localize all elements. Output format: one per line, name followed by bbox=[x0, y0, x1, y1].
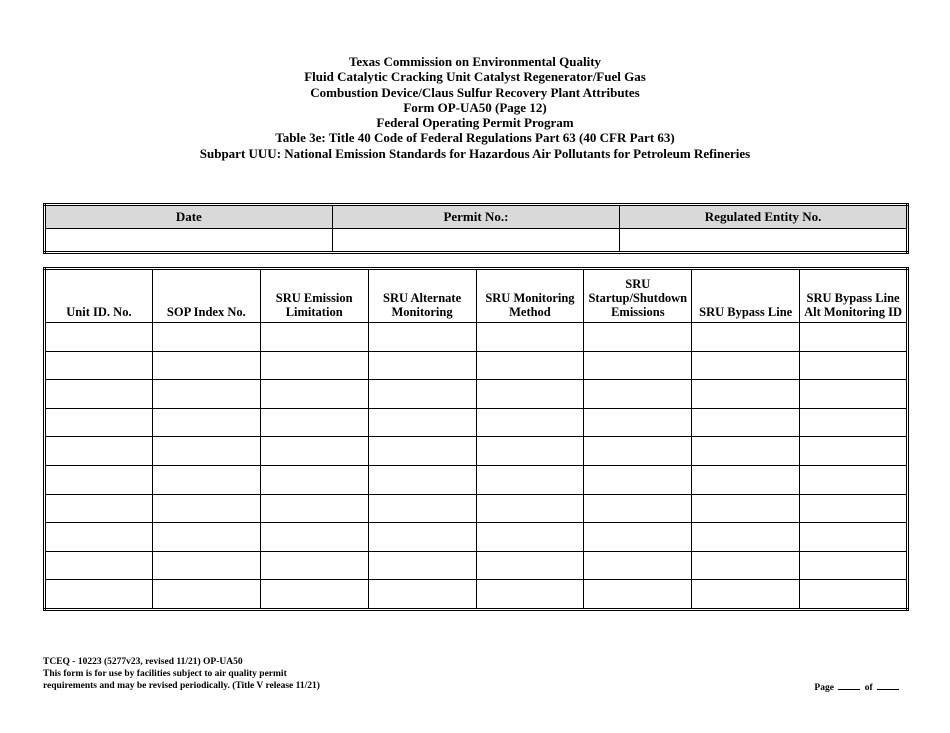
table-cell[interactable] bbox=[152, 380, 260, 409]
table-cell[interactable] bbox=[45, 408, 153, 437]
table-cell[interactable] bbox=[800, 551, 908, 580]
form-footer-notes bbox=[43, 656, 320, 692]
table-cell[interactable] bbox=[692, 351, 800, 380]
table-row bbox=[45, 323, 908, 352]
table-cell[interactable] bbox=[368, 580, 476, 610]
table-cell[interactable] bbox=[800, 465, 908, 494]
column-header-line: Method bbox=[509, 305, 551, 319]
table-cell[interactable] bbox=[584, 380, 692, 409]
footer-note-line-1: This form is for use by facilities subject to air quality permit bbox=[43, 669, 287, 679]
table-row bbox=[45, 551, 908, 580]
table-row bbox=[45, 580, 908, 610]
table-cell[interactable] bbox=[368, 380, 476, 409]
table-cell[interactable] bbox=[476, 351, 584, 380]
column-header-line: SOP Index No. bbox=[166, 305, 246, 319]
column-header-line: SRU Alternate bbox=[383, 291, 462, 305]
table-cell[interactable] bbox=[692, 580, 800, 610]
table-cell[interactable] bbox=[692, 465, 800, 494]
table-row bbox=[45, 437, 908, 466]
table-cell[interactable] bbox=[800, 351, 908, 380]
table-cell[interactable] bbox=[45, 351, 153, 380]
table-cell[interactable] bbox=[368, 408, 476, 437]
table-cell[interactable] bbox=[152, 351, 260, 380]
column-header bbox=[800, 269, 908, 323]
table-cell[interactable] bbox=[152, 523, 260, 552]
table-cell[interactable] bbox=[260, 380, 368, 409]
table-cell[interactable] bbox=[45, 551, 153, 580]
table-row bbox=[45, 523, 908, 552]
table-cell[interactable] bbox=[152, 580, 260, 610]
table-cell[interactable] bbox=[692, 551, 800, 580]
table-cell[interactable] bbox=[45, 523, 153, 552]
table-row bbox=[45, 408, 908, 437]
table-cell[interactable] bbox=[260, 580, 368, 610]
table-cell[interactable] bbox=[800, 380, 908, 409]
header-agency: Texas Commission on Environmental Quality bbox=[348, 54, 602, 69]
table-row bbox=[45, 380, 908, 409]
table-cell[interactable] bbox=[692, 494, 800, 523]
column-header bbox=[584, 269, 692, 323]
table-cell[interactable] bbox=[45, 380, 153, 409]
table-cell[interactable] bbox=[45, 465, 153, 494]
permit-no-field[interactable] bbox=[332, 229, 620, 253]
page-total-field[interactable] bbox=[877, 680, 899, 690]
table-cell[interactable] bbox=[260, 494, 368, 523]
table-cell[interactable] bbox=[368, 465, 476, 494]
table-cell[interactable] bbox=[584, 551, 692, 580]
table-cell[interactable] bbox=[692, 523, 800, 552]
header-program: Federal Operating Permit Program bbox=[376, 115, 574, 131]
table-cell[interactable] bbox=[584, 580, 692, 610]
table-cell[interactable] bbox=[260, 551, 368, 580]
column-header bbox=[368, 269, 476, 323]
table-cell[interactable] bbox=[584, 523, 692, 552]
date-header: Date bbox=[45, 205, 333, 229]
table-cell[interactable] bbox=[800, 408, 908, 437]
header-title-line-2: Combustion Device/Claus Sulfur Recovery Plant Attributes bbox=[310, 84, 640, 100]
table-header-row bbox=[45, 269, 908, 323]
table-row bbox=[45, 465, 908, 494]
table-cell[interactable] bbox=[476, 580, 584, 610]
table-cell[interactable] bbox=[45, 580, 153, 610]
footer-form-id: TCEQ - 10223 (5277v23, revised 11/21) OP-UA50 bbox=[43, 657, 243, 667]
permit-no-header: Permit No.: bbox=[332, 205, 620, 229]
table-cell[interactable] bbox=[45, 323, 153, 352]
table-cell[interactable] bbox=[368, 437, 476, 466]
form-header bbox=[0, 54, 950, 161]
table-cell[interactable] bbox=[368, 551, 476, 580]
column-header-line: Limitation bbox=[285, 305, 343, 319]
column-header-line: SRU Emission bbox=[275, 291, 353, 305]
table-cell[interactable] bbox=[45, 494, 153, 523]
table-cell[interactable] bbox=[800, 580, 908, 610]
column-header-line: SRU Bypass Line bbox=[806, 291, 900, 305]
table-cell[interactable] bbox=[476, 380, 584, 409]
sru-attributes-table bbox=[43, 267, 909, 611]
column-header-line: Monitoring bbox=[391, 305, 453, 319]
table-cell[interactable] bbox=[476, 323, 584, 352]
column-header bbox=[45, 269, 153, 323]
table-cell[interactable] bbox=[260, 437, 368, 466]
table-cell[interactable] bbox=[692, 323, 800, 352]
table-cell[interactable] bbox=[476, 437, 584, 466]
table-cell[interactable] bbox=[152, 465, 260, 494]
table-cell[interactable] bbox=[476, 523, 584, 552]
table-cell[interactable] bbox=[476, 494, 584, 523]
table-cell[interactable] bbox=[260, 523, 368, 552]
header-table-title: Table 3e: Title 40 Code of Federal Regulations Part 63 (40 CFR Part 63) bbox=[275, 130, 675, 146]
column-header-line: Alt Monitoring ID bbox=[804, 305, 903, 319]
table-cell[interactable] bbox=[260, 465, 368, 494]
table-cell[interactable] bbox=[260, 351, 368, 380]
table-cell[interactable] bbox=[260, 323, 368, 352]
footer-note-line-2: requirements and may be revised periodically. (Title V release 11/21) bbox=[43, 681, 320, 691]
table-cell[interactable] bbox=[692, 408, 800, 437]
table-cell[interactable] bbox=[476, 465, 584, 494]
column-header bbox=[260, 269, 368, 323]
header-title-line-1: Fluid Catalytic Cracking Unit Catalyst Regenerator/Fuel Gas bbox=[304, 69, 646, 85]
table-cell[interactable] bbox=[800, 437, 908, 466]
table-cell[interactable] bbox=[584, 323, 692, 352]
table-body bbox=[45, 323, 908, 610]
regulated-entity-field[interactable] bbox=[620, 229, 908, 253]
page-number-field[interactable] bbox=[838, 680, 860, 690]
table-cell[interactable] bbox=[584, 351, 692, 380]
table-row bbox=[45, 494, 908, 523]
table-cell[interactable] bbox=[45, 437, 153, 466]
table-cell[interactable] bbox=[584, 408, 692, 437]
header-form-number: Form OP-UA50 (Page 12) bbox=[403, 99, 547, 115]
table-cell[interactable] bbox=[476, 408, 584, 437]
column-header bbox=[152, 269, 260, 323]
page-label: Page bbox=[814, 683, 834, 693]
column-header-line: Emissions bbox=[611, 305, 665, 319]
table-cell[interactable] bbox=[260, 408, 368, 437]
column-header-line: Unit ID. No. bbox=[66, 305, 132, 319]
column-header-line: SRU Monitoring bbox=[485, 291, 575, 305]
table-cell[interactable] bbox=[152, 551, 260, 580]
table-cell[interactable] bbox=[584, 494, 692, 523]
table-cell[interactable] bbox=[476, 551, 584, 580]
table-cell[interactable] bbox=[368, 351, 476, 380]
column-header-line: SRU bbox=[625, 277, 651, 291]
of-label: of bbox=[864, 683, 873, 693]
table-cell[interactable] bbox=[368, 523, 476, 552]
column-header bbox=[476, 269, 584, 323]
table-cell[interactable] bbox=[152, 494, 260, 523]
table-row bbox=[45, 351, 908, 380]
table-cell[interactable] bbox=[800, 523, 908, 552]
table-cell[interactable] bbox=[152, 408, 260, 437]
column-header bbox=[692, 269, 800, 323]
regulated-entity-header: Regulated Entity No. bbox=[620, 205, 908, 229]
table-cell[interactable] bbox=[584, 465, 692, 494]
table-cell[interactable] bbox=[152, 437, 260, 466]
table-cell[interactable] bbox=[368, 494, 476, 523]
table-cell[interactable] bbox=[692, 437, 800, 466]
table-cell[interactable] bbox=[692, 380, 800, 409]
table-cell[interactable] bbox=[800, 323, 908, 352]
table-cell[interactable] bbox=[584, 437, 692, 466]
table-cell[interactable] bbox=[800, 494, 908, 523]
permit-info-table bbox=[43, 203, 909, 254]
date-field[interactable] bbox=[45, 229, 333, 253]
header-subpart: Subpart UUU: National Emission Standards for Hazardous Air Pollutants for Petroleum Refineries bbox=[199, 145, 751, 161]
column-header-line: Startup/Shutdown bbox=[588, 291, 688, 305]
table-cell[interactable] bbox=[152, 323, 260, 352]
table-cell[interactable] bbox=[368, 323, 476, 352]
column-header-line: SRU Bypass Line bbox=[699, 305, 793, 319]
page-number bbox=[814, 680, 901, 693]
